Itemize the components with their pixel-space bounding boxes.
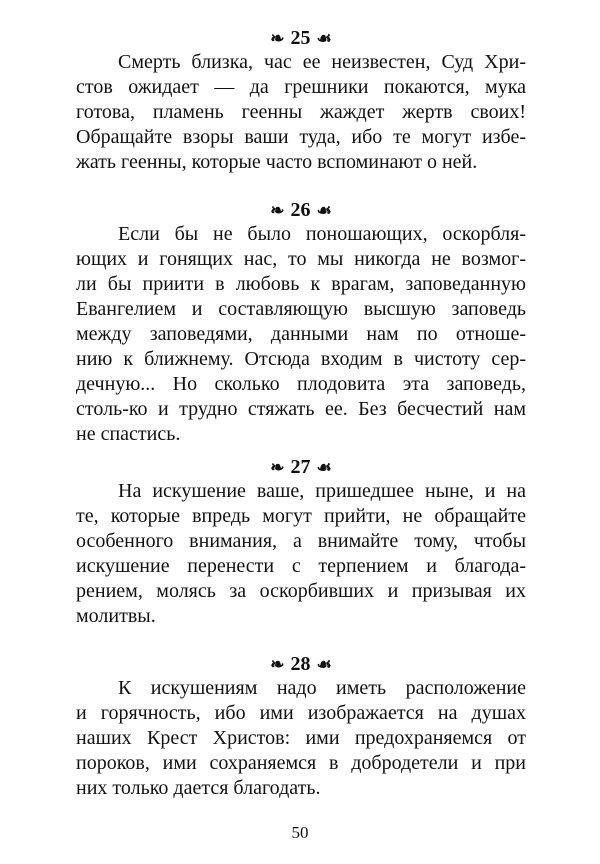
ornament-left-icon: ❧ xyxy=(270,458,285,478)
section-heading xyxy=(76,652,526,676)
text-line: нию к ближнему. Отсюда входим в чистоту сер- xyxy=(76,348,526,370)
ornament-left-icon: ❧ xyxy=(270,655,285,675)
text-line: готова, пламень геенны жаждет жертв своих! xyxy=(76,101,526,123)
text-line: наших Крест Христов: ими предохраняемся от xyxy=(76,727,526,749)
section-heading xyxy=(76,455,526,479)
ornament-right-icon: ☙ xyxy=(316,458,332,478)
text-line: жать геенны, которые часто вспоминают о ней. xyxy=(76,151,478,173)
text-line: ющих и гонящих нас, то мы никогда не возмог- xyxy=(76,248,526,270)
text-line: дечную... Но сколько плодовита эта заповедь, xyxy=(76,373,526,395)
text-line: рением, молясь за оскорбивших и призывая их xyxy=(76,580,526,602)
text-line: не спастись. xyxy=(76,423,181,445)
text-line: На искушение ваше, пришедшее ныне, и на xyxy=(118,480,526,502)
text-line: те, которые впредь могут прийти, не обращайте xyxy=(76,505,526,527)
text-line: и горячность, ибо ими изображается на душах xyxy=(76,702,526,724)
text-line: между заповедями, данными нам по отноше- xyxy=(76,323,526,345)
text-line: искушение перенести с терпением и благода- xyxy=(76,555,526,577)
page-number: 50 xyxy=(291,823,309,842)
text-line: Смерть близка, час ее неизвестен, Суд Хри- xyxy=(118,51,526,73)
text-line: Евангелием и составляющую высшую заповедь xyxy=(76,298,526,320)
text-line: пороков, ими сохраняемся в добродетели и при xyxy=(76,752,526,774)
section-heading xyxy=(76,198,526,222)
section-28 xyxy=(76,652,526,801)
section-26 xyxy=(76,198,526,447)
section-27 xyxy=(76,455,526,629)
text-line: ли бы приити в любовь к врагам, заповеданную xyxy=(76,273,526,295)
text-line: них только дается благодать. xyxy=(76,777,321,799)
ornament-left-icon: ❧ xyxy=(270,29,285,49)
text-line: молитвы. xyxy=(76,605,156,627)
ornament-right-icon: ☙ xyxy=(316,655,332,675)
section-number: 26 xyxy=(290,199,311,221)
section-number: 28 xyxy=(290,653,311,675)
section-heading xyxy=(76,26,526,50)
text-line: К искушениям надо иметь расположение xyxy=(118,677,526,699)
ornament-left-icon: ❧ xyxy=(270,201,285,221)
text-line: стов ожидает — да грешники покаются, мука xyxy=(76,76,526,98)
section-25 xyxy=(76,26,526,175)
text-line: столь-ко и трудно стяжать ее. Без бесчестий нам xyxy=(76,398,526,420)
section-number: 25 xyxy=(290,27,311,49)
ornament-right-icon: ☙ xyxy=(316,29,332,49)
text-line: Обращайте взоры ваши туда, ибо те могут избе- xyxy=(76,126,526,148)
ornament-right-icon: ☙ xyxy=(316,201,332,221)
text-line: особенного внимания, а внимайте тому, чтобы xyxy=(76,530,526,552)
text-line: Если бы не было поношающих, оскорбля- xyxy=(118,223,526,245)
section-number: 27 xyxy=(290,456,311,478)
